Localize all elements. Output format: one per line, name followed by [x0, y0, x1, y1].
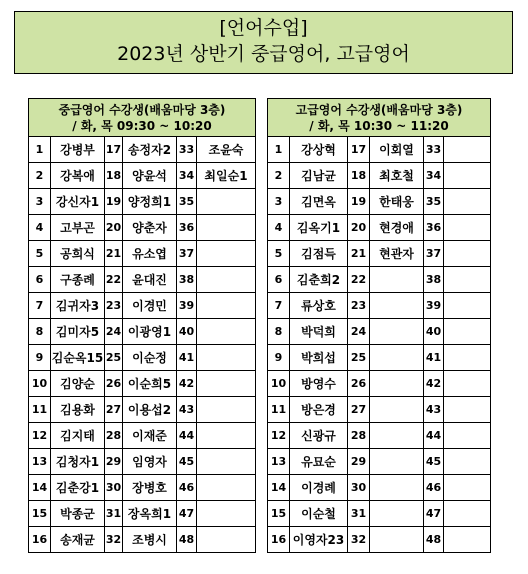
student-name: 강신자1	[51, 189, 105, 215]
seat-number: 29	[105, 449, 123, 475]
student-name: 장병호	[123, 475, 177, 501]
student-name: 류상호	[290, 293, 348, 319]
empty-cell	[444, 345, 491, 371]
student-name: 양정희1	[123, 189, 177, 215]
empty-cell	[444, 423, 491, 449]
student-name	[370, 371, 424, 397]
empty-cell	[444, 137, 491, 163]
student-name: 이순철	[290, 501, 348, 527]
seat-number: 20	[348, 215, 370, 241]
student-name: 박덕희	[290, 319, 348, 345]
student-name: 김지태	[51, 423, 105, 449]
table-row	[29, 163, 256, 189]
seat-number: 7	[268, 293, 290, 319]
student-name: 박희섭	[290, 345, 348, 371]
seat-number: 38	[177, 267, 197, 293]
student-name: 김청자1	[51, 449, 105, 475]
seat-number: 7	[29, 293, 51, 319]
seat-number: 40	[177, 319, 197, 345]
seat-number: 17	[348, 137, 370, 163]
table-row	[268, 345, 491, 371]
student-name	[197, 397, 256, 423]
student-name	[370, 527, 424, 553]
student-name: 윤대진	[123, 267, 177, 293]
seat-number: 15	[268, 501, 290, 527]
student-name: 양춘자	[123, 215, 177, 241]
seat-number: 42	[424, 371, 444, 397]
seat-number: 25	[348, 345, 370, 371]
seat-number: 16	[268, 527, 290, 553]
seat-number: 47	[177, 501, 197, 527]
advanced-roster-title: 고급영어 수강생(배움마당 3층)	[295, 102, 463, 117]
seat-number: 6	[268, 267, 290, 293]
empty-cell	[444, 189, 491, 215]
seat-number: 43	[424, 397, 444, 423]
empty-cell	[444, 163, 491, 189]
student-name	[197, 475, 256, 501]
student-name	[197, 215, 256, 241]
seat-number: 43	[177, 397, 197, 423]
seat-number: 47	[424, 501, 444, 527]
seat-number: 30	[348, 475, 370, 501]
seat-number: 36	[177, 215, 197, 241]
student-name: 김미자5	[51, 319, 105, 345]
seat-number: 22	[105, 267, 123, 293]
seat-number: 44	[177, 423, 197, 449]
student-name: 김순옥15	[51, 345, 105, 371]
seat-number: 10	[268, 371, 290, 397]
student-name	[197, 501, 256, 527]
seat-number: 4	[29, 215, 51, 241]
seat-number: 2	[268, 163, 290, 189]
seat-number: 41	[424, 345, 444, 371]
seat-number: 13	[29, 449, 51, 475]
page-title: 2023년 상반기 중급영어, 고급영어	[117, 43, 410, 65]
seat-number: 19	[348, 189, 370, 215]
student-name: 송재균	[51, 527, 105, 553]
student-name: 이회열	[370, 137, 424, 163]
seat-number: 26	[348, 371, 370, 397]
table-row	[268, 527, 491, 553]
student-name: 강상혁	[290, 137, 348, 163]
title-banner	[14, 11, 513, 74]
student-name	[370, 449, 424, 475]
seat-number: 33	[424, 137, 444, 163]
seat-number: 18	[348, 163, 370, 189]
seat-number: 29	[348, 449, 370, 475]
empty-cell	[444, 397, 491, 423]
empty-cell	[444, 475, 491, 501]
seat-number: 32	[348, 527, 370, 553]
advanced-roster-schedule: / 화, 목 10:30 ~ 11:20	[309, 118, 449, 133]
student-name: 송정자2	[123, 137, 177, 163]
student-name	[197, 449, 256, 475]
seat-number: 27	[348, 397, 370, 423]
table-row	[268, 137, 491, 163]
seat-number: 33	[177, 137, 197, 163]
seat-number: 35	[177, 189, 197, 215]
table-row	[29, 241, 256, 267]
student-name	[370, 475, 424, 501]
student-name: 고부곤	[51, 215, 105, 241]
table-row	[29, 423, 256, 449]
advanced-english-roster	[267, 98, 491, 553]
empty-cell	[444, 371, 491, 397]
student-name	[197, 345, 256, 371]
student-name	[370, 267, 424, 293]
table-row	[268, 215, 491, 241]
student-name: 이광영1	[123, 319, 177, 345]
student-name: 조윤숙	[197, 137, 256, 163]
seat-number: 32	[105, 527, 123, 553]
seat-number: 46	[424, 475, 444, 501]
student-name: 이순희5	[123, 371, 177, 397]
seat-number: 48	[177, 527, 197, 553]
table-row	[268, 397, 491, 423]
table-row	[268, 293, 491, 319]
student-name: 박종군	[51, 501, 105, 527]
seat-number: 12	[268, 423, 290, 449]
seat-number: 24	[348, 319, 370, 345]
student-name: 구종례	[51, 267, 105, 293]
student-name: 조병시	[123, 527, 177, 553]
seat-number: 48	[424, 527, 444, 553]
table-row	[29, 397, 256, 423]
student-name: 최호철	[370, 163, 424, 189]
student-name: 공희식	[51, 241, 105, 267]
seat-number: 21	[348, 241, 370, 267]
table-row	[29, 527, 256, 553]
seat-number: 12	[29, 423, 51, 449]
seat-number: 17	[105, 137, 123, 163]
table-row	[29, 189, 256, 215]
empty-cell	[444, 449, 491, 475]
seat-number: 28	[105, 423, 123, 449]
intermediate-roster-title: 중급영어 수강생(배움마당 3층)	[58, 102, 226, 117]
table-row	[268, 371, 491, 397]
seat-number: 28	[348, 423, 370, 449]
student-name: 이용섭2	[123, 397, 177, 423]
student-name: 현관자	[370, 241, 424, 267]
student-name	[197, 241, 256, 267]
student-name	[370, 501, 424, 527]
seat-number: 45	[424, 449, 444, 475]
seat-number: 5	[29, 241, 51, 267]
student-name: 최일순1	[197, 163, 256, 189]
student-name: 김면옥	[290, 189, 348, 215]
seat-number: 40	[424, 319, 444, 345]
student-name	[370, 345, 424, 371]
advanced-roster-header	[268, 99, 491, 137]
seat-number: 1	[268, 137, 290, 163]
table-row	[29, 475, 256, 501]
seat-number: 5	[268, 241, 290, 267]
student-name: 이경민	[123, 293, 177, 319]
student-name: 강병부	[51, 137, 105, 163]
empty-cell	[444, 267, 491, 293]
empty-cell	[444, 215, 491, 241]
table-row	[268, 475, 491, 501]
student-name: 방은경	[290, 397, 348, 423]
empty-cell	[444, 293, 491, 319]
table-row	[29, 319, 256, 345]
seat-number: 39	[177, 293, 197, 319]
student-name: 김춘강1	[51, 475, 105, 501]
seat-number: 31	[105, 501, 123, 527]
table-row	[268, 241, 491, 267]
seat-number: 34	[424, 163, 444, 189]
seat-number: 26	[105, 371, 123, 397]
student-name	[197, 319, 256, 345]
student-name: 김남균	[290, 163, 348, 189]
table-row	[268, 267, 491, 293]
student-name	[370, 423, 424, 449]
table-row	[29, 371, 256, 397]
table-row	[268, 501, 491, 527]
student-name: 임영자	[123, 449, 177, 475]
student-name: 신광규	[290, 423, 348, 449]
table-row	[29, 501, 256, 527]
student-name	[197, 189, 256, 215]
seat-number: 15	[29, 501, 51, 527]
table-row	[268, 319, 491, 345]
seat-number: 25	[105, 345, 123, 371]
student-name: 김양순	[51, 371, 105, 397]
seat-number: 30	[105, 475, 123, 501]
seat-number: 22	[348, 267, 370, 293]
student-name	[197, 527, 256, 553]
student-name: 김용화	[51, 397, 105, 423]
seat-number: 9	[268, 345, 290, 371]
student-name	[197, 267, 256, 293]
seat-number: 3	[268, 189, 290, 215]
seat-number: 35	[424, 189, 444, 215]
student-name: 이경례	[290, 475, 348, 501]
student-name	[370, 293, 424, 319]
seat-number: 2	[29, 163, 51, 189]
student-name: 김춘희2	[290, 267, 348, 293]
seat-number: 20	[105, 215, 123, 241]
student-name: 이재준	[123, 423, 177, 449]
student-name	[197, 423, 256, 449]
seat-number: 45	[177, 449, 197, 475]
table-row	[29, 345, 256, 371]
seat-number: 6	[29, 267, 51, 293]
seat-number: 24	[105, 319, 123, 345]
student-name: 현경애	[370, 215, 424, 241]
seat-number: 4	[268, 215, 290, 241]
student-name: 김점득	[290, 241, 348, 267]
table-row	[29, 449, 256, 475]
seat-number: 8	[29, 319, 51, 345]
empty-cell	[444, 319, 491, 345]
student-name	[370, 319, 424, 345]
intermediate-roster-schedule: / 화, 목 09:30 ~ 10:20	[72, 118, 212, 133]
seat-number: 44	[424, 423, 444, 449]
table-row	[29, 267, 256, 293]
table-row	[29, 293, 256, 319]
page-category: [언어수업]	[219, 17, 308, 39]
seat-number: 37	[424, 241, 444, 267]
seat-number: 46	[177, 475, 197, 501]
student-name: 김옥기1	[290, 215, 348, 241]
student-name: 김귀자3	[51, 293, 105, 319]
student-name: 이순정	[123, 345, 177, 371]
seat-number: 9	[29, 345, 51, 371]
seat-number: 31	[348, 501, 370, 527]
table-row	[268, 163, 491, 189]
table-row	[268, 189, 491, 215]
seat-number: 37	[177, 241, 197, 267]
table-row	[268, 423, 491, 449]
seat-number: 14	[268, 475, 290, 501]
seat-number: 41	[177, 345, 197, 371]
seat-number: 16	[29, 527, 51, 553]
student-name	[370, 397, 424, 423]
student-name: 강복애	[51, 163, 105, 189]
seat-number: 39	[424, 293, 444, 319]
intermediate-english-roster	[28, 98, 256, 553]
intermediate-roster-header	[29, 99, 256, 137]
table-row	[29, 137, 256, 163]
student-name: 장옥희1	[123, 501, 177, 527]
seat-number: 34	[177, 163, 197, 189]
seat-number: 19	[105, 189, 123, 215]
student-name: 양윤석	[123, 163, 177, 189]
seat-number: 21	[105, 241, 123, 267]
student-name	[197, 371, 256, 397]
seat-number: 1	[29, 137, 51, 163]
seat-number: 11	[29, 397, 51, 423]
seat-number: 3	[29, 189, 51, 215]
empty-cell	[444, 501, 491, 527]
seat-number: 14	[29, 475, 51, 501]
seat-number: 11	[268, 397, 290, 423]
seat-number: 10	[29, 371, 51, 397]
seat-number: 38	[424, 267, 444, 293]
seat-number: 36	[424, 215, 444, 241]
student-name	[197, 293, 256, 319]
seat-number: 13	[268, 449, 290, 475]
seat-number: 8	[268, 319, 290, 345]
seat-number: 23	[348, 293, 370, 319]
student-name: 유묘순	[290, 449, 348, 475]
student-name: 유소엽	[123, 241, 177, 267]
student-name: 한태웅	[370, 189, 424, 215]
student-name: 방영수	[290, 371, 348, 397]
student-name: 이영자23	[290, 527, 348, 553]
empty-cell	[444, 527, 491, 553]
seat-number: 18	[105, 163, 123, 189]
table-row	[268, 449, 491, 475]
empty-cell	[444, 241, 491, 267]
table-row	[29, 215, 256, 241]
seat-number: 27	[105, 397, 123, 423]
seat-number: 42	[177, 371, 197, 397]
seat-number: 23	[105, 293, 123, 319]
